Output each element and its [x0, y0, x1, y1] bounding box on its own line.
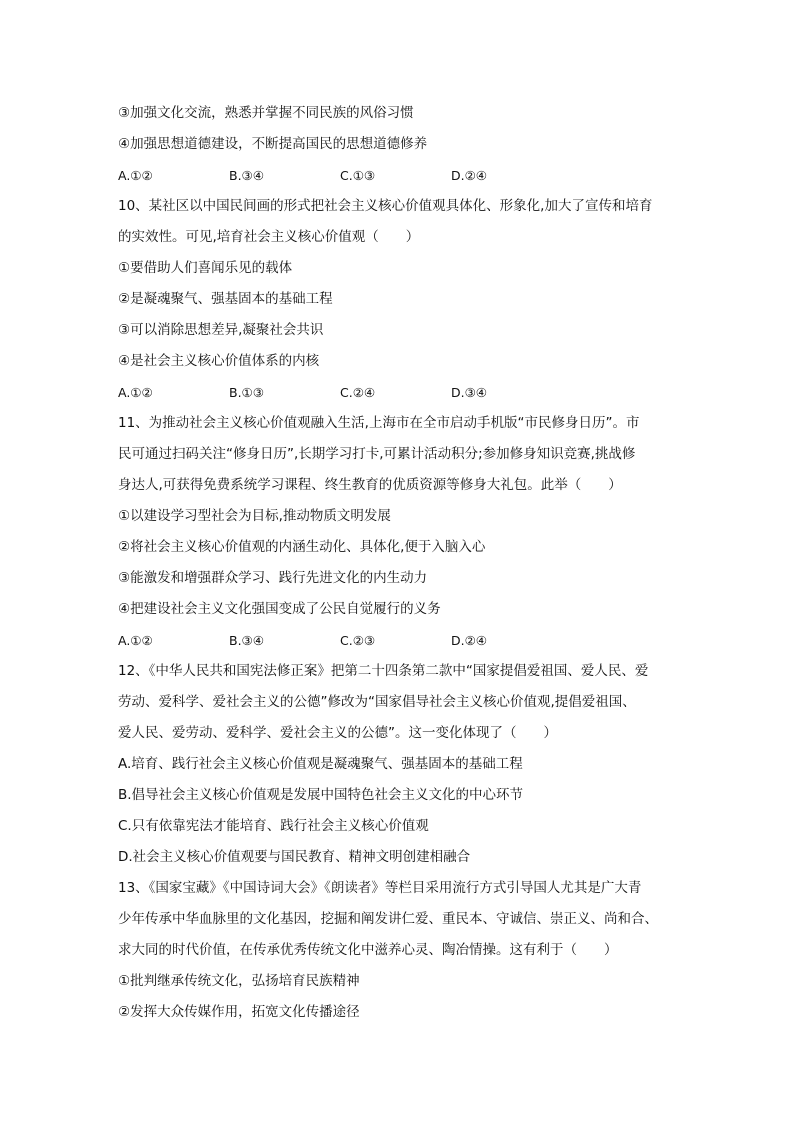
statement-4: ④加强思想道德建设，不断提高国民的思想道德修养 — [118, 136, 428, 152]
q13-item: ①批判继承传统文化，弘扬培育民族精神 — [118, 973, 360, 989]
q12-stem-line: 劳动、爱科学、爱社会主义的公德”修改为“国家倡导社会主义核心价值观,提倡爱祖国、 — [118, 694, 636, 710]
q12-option: C.只有依靠宪法才能培育、践行社会主义核心价值观 — [118, 818, 429, 834]
q13-stem-line: 13、《国家宝藏》《中国诗词大会》《朗读者》等栏目采用流行方式引导国人尤其是广大青 — [118, 880, 642, 896]
q11-item: ②将社会主义核心价值观的内涵生动化、具体化,便于入脑入心 — [118, 539, 486, 555]
q11-item: ④把建设社会主义文化强国变成了公民自觉履行的义务 — [118, 601, 441, 617]
option-c: C.①③ — [340, 168, 376, 183]
q10-item: ②是凝魂聚气、强基固本的基础工程 — [118, 291, 333, 307]
q12-option: D.社会主义核心价值观要与国民教育、精神文明创建相融合 — [118, 849, 471, 865]
q12-stem-line: 12、《中华人民共和国宪法修正案》把第二十四条第二款中“国家提倡爱祖国、爱人民、爱 — [118, 663, 649, 679]
q13-stem-line: 求大同的时代价值，在传承优秀传统文化中滋养心灵、陶冶情操。这有利于（ ） — [118, 942, 618, 958]
q9-options — [118, 160, 688, 191]
statement-3: ③加强文化交流，熟悉并掌握不同民族的风俗习惯 — [118, 105, 414, 121]
q10-stem-line: 的实效性。可见,培育社会主义核心价值观（ ） — [118, 229, 420, 245]
option-a: A.①② — [118, 385, 153, 400]
option-d: D.②④ — [451, 168, 488, 183]
q11-stem-line: 民可通过扫码关注“修身日历”,长期学习打卡,可累计活动积分;参加修身知识竞赛,挑战修 — [118, 446, 636, 462]
q13-item: ②发挥大众传媒作用，拓宽文化传播途径 — [118, 1004, 360, 1020]
q13-stem-line: 少年传承中华血脉里的文化基因，挖掘和阐发讲仁爱、重民本、守诚信、崇正义、尚和合、 — [118, 911, 658, 927]
option-c: C.②④ — [340, 385, 376, 400]
option-c: C.②③ — [340, 633, 376, 648]
q12-option: A.培育、践行社会主义核心价值观是凝魂聚气、强基固本的基础工程 — [118, 756, 523, 772]
exam-page — [118, 98, 688, 1028]
q10-stem-line: 10、某社区以中国民间画的形式把社会主义核心价值观具体化、形象化,加大了宣传和培育 — [118, 198, 653, 214]
q12-stem-line: 爱人民、爱劳动、爱科学、爱社会主义的公德”。这一变化体现了（ ） — [118, 725, 557, 741]
option-a: A.①② — [118, 633, 153, 648]
q12-option: B.倡导社会主义核心价值观是发展中国特色社会主义文化的中心环节 — [118, 787, 524, 803]
q11-options — [118, 625, 688, 656]
q10-options — [118, 377, 688, 408]
q10-item: ①要借助人们喜闻乐见的载体 — [118, 260, 293, 276]
q11-stem-line: 11、为推动社会主义核心价值观融入生活,上海市在全市启动手机版“市民修身日历”。市 — [118, 415, 640, 431]
q11-item: ①以建设学习型社会为目标,推动物质文明发展 — [118, 508, 391, 524]
option-b: B.③④ — [229, 168, 264, 183]
q11-item: ③能激发和增强群众学习、践行先进文化的内生动力 — [118, 570, 428, 586]
q10-item: ④是社会主义核心价值体系的内核 — [118, 353, 320, 369]
option-a: A.①② — [118, 168, 153, 183]
option-b: B.③④ — [229, 633, 264, 648]
option-b: B.①③ — [229, 385, 264, 400]
q11-stem-line: 身达人,可获得免费系统学习课程、终生教育的优质资源等修身大礼包。此举（ ） — [118, 477, 622, 493]
option-d: D.②④ — [451, 633, 488, 648]
q10-item: ③可以消除思想差异,凝聚社会共识 — [118, 322, 324, 338]
option-d: D.③④ — [451, 385, 488, 400]
